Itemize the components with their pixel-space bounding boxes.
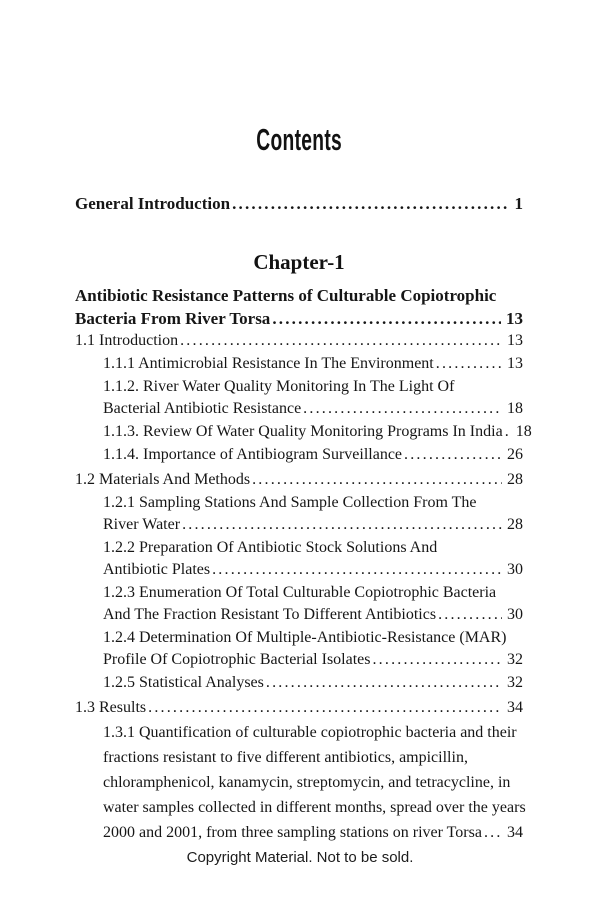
chapter-title-line-2 (75, 307, 523, 330)
dot-leader (180, 330, 502, 352)
toc-entry-text: And The Fraction Resistant To Different Antibiotics (103, 606, 437, 623)
toc-entry-general-introduction (75, 193, 523, 215)
toc-entry-text: 1.3.1 Quantification of culturable copiotrophic bacteria and their (103, 724, 517, 741)
toc-entry-text: 1.2.5 Statistical Analyses (103, 674, 264, 691)
dot-leader (232, 193, 509, 215)
toc-entry-text: 1.2.1 Sampling Stations And Sample Collection From The (103, 494, 477, 511)
toc-entry-text: Profile Of Copiotrophic Bacterial Isolates (103, 651, 371, 668)
toc-entry-text: 1.1.3. Review Of Water Quality Monitoring Programs In India (103, 423, 503, 440)
page-number: 13 (507, 355, 523, 372)
toc-entry (75, 537, 523, 581)
toc-entry-text: 1.1 Introduction (75, 332, 179, 349)
toc-entry (75, 672, 523, 694)
toc-entry (75, 492, 523, 536)
dot-leader (182, 514, 502, 536)
toc-entry (75, 444, 523, 466)
dot-leader (272, 307, 501, 330)
toc-entry-text: fractions resistant to five different antibiotics, ampicillin, (103, 749, 468, 766)
toc-entry (75, 353, 523, 375)
toc-entry (75, 469, 523, 491)
toc-entry-text: Bacterial Antibiotic Resistance (103, 400, 302, 417)
toc-entry-text: 2000 and 2001, from three sampling stations on river Torsa (103, 824, 482, 841)
dot-leader (212, 559, 502, 581)
chapter-heading: Chapter-1 (253, 250, 345, 274)
toc-entry-text: Bacteria From River Torsa (75, 309, 271, 328)
page-number: 13 (507, 332, 523, 349)
toc-entry (75, 330, 523, 352)
page-number: 28 (507, 516, 523, 533)
chapter-title (75, 284, 523, 330)
dot-leader (372, 649, 502, 671)
toc-entry-text: chloramphenicol, kanamycin, streptomycin, and tetracycline, in (103, 774, 511, 791)
toc-entry (75, 720, 526, 845)
dot-leader (436, 353, 502, 375)
dot-leader (148, 697, 502, 719)
dot-leader (266, 672, 502, 694)
toc-entry-text: 1.2.3 Enumeration Of Total Culturable Copiotrophic Bacteria (103, 584, 497, 601)
toc-entry-text: water samples collected in different months, spread over the years (103, 799, 526, 816)
dot-leader (404, 444, 502, 466)
page-number: 18 (507, 400, 523, 417)
toc-entry (75, 376, 523, 420)
page-title: Contents (256, 122, 342, 157)
chapter-title-line-1 (75, 284, 523, 307)
toc-entry-text: 1.1.4. Importance of Antibiogram Surveillance (103, 446, 403, 463)
toc-entry-text: 1.2.2 Preparation Of Antibiotic Stock Solutions And (103, 539, 438, 556)
toc-entry-text: River Water (103, 516, 181, 533)
copyright-footer: Copyright Material. Not to be sold. (186, 849, 414, 866)
page-number: 28 (507, 471, 523, 488)
toc-entry-list (75, 330, 532, 845)
toc-entry-text: 1.1.1 Antimicrobial Resistance In The Environment (103, 355, 434, 372)
toc-entry (75, 627, 523, 671)
dot-leader (484, 820, 502, 845)
toc-entry-text: 1.1.2. River Water Quality Monitoring In The Light Of (103, 378, 455, 395)
toc-entry (75, 582, 523, 626)
toc-entry-text: 1.2 Materials And Methods (75, 471, 251, 488)
dot-leader (252, 469, 502, 491)
page-number: 34 (507, 824, 523, 841)
toc-entry-text: 1.2.4 Determination Of Multiple-Antibiotic-Resistance (MAR) (103, 629, 507, 646)
toc-entry-text: 1.3 Results (75, 699, 147, 716)
toc-entry-text: Antibiotic Resistance Patterns of Culturable Copiotrophic (75, 286, 497, 305)
page-number: 18 (515, 423, 532, 440)
page-number: 32 (507, 674, 523, 691)
toc-entry-text: General Introduction (75, 194, 231, 213)
dot-leader (303, 398, 502, 420)
toc-entry (75, 421, 532, 443)
dot-leader (438, 604, 502, 626)
page-number: 34 (507, 699, 523, 716)
page-number: 32 (507, 651, 523, 668)
page-number: 30 (507, 606, 523, 623)
page-title-row (75, 120, 523, 160)
toc-entry-text: Antibiotic Plates (103, 561, 211, 578)
page-number: 26 (507, 446, 523, 463)
page-number: 30 (507, 561, 523, 578)
page-number: 1 (514, 194, 523, 213)
page-number: 13 (506, 309, 523, 328)
toc-entry (75, 697, 523, 719)
